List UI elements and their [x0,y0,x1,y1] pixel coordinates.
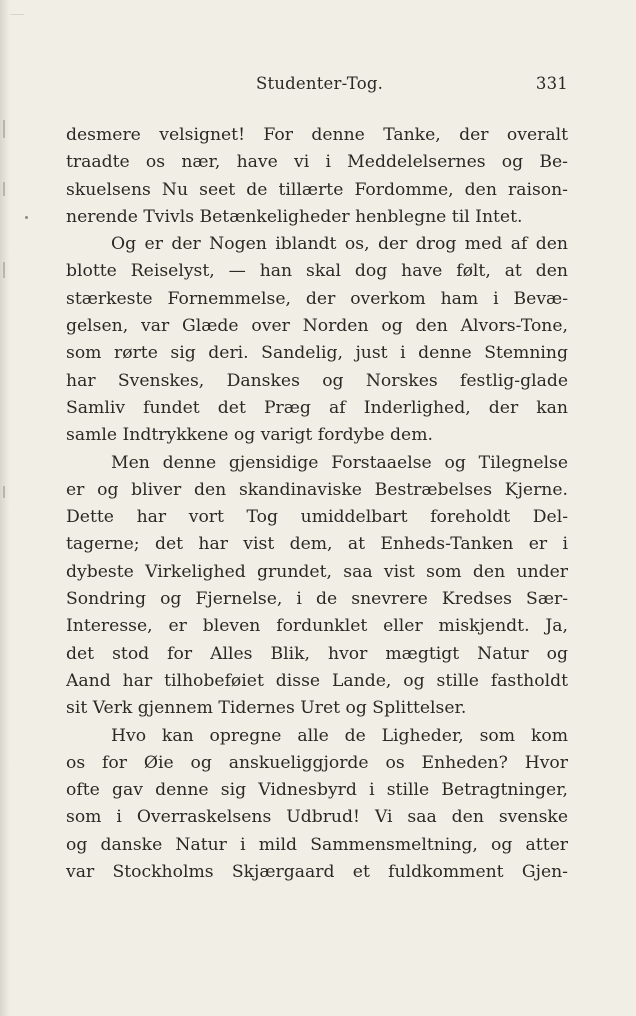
text-line: blotte Reiselyst, — han skal dog have følt, at den [66,261,568,282]
text-line: os for Øie og anskueliggjorde os Enheden? Hvor [66,752,568,773]
text-line: traadte os nær, have vi i Meddelelsernes og Be- [66,152,568,173]
text-line: Men denne gjensidige Forstaaelse og Tilegnelse [111,452,568,473]
text-line: som i Overraskelsens Udbrud! Vi saa den svenske [66,807,568,828]
margin-dot [25,216,28,219]
text-line: Interesse, er bleven fordunklet eller miskjendt. Ja, [66,616,568,637]
text-line: Og er der Nogen iblandt os, der drog med af den [111,234,568,255]
text-line: nerende Tvivls Betænkeligheder henblegne til Intet. [66,206,523,227]
text-line: Dette har vort Tog umiddelbart foreholdt Del- [66,507,568,528]
text-line: var Stockholms Skjærgaard et fuldkomment Gjen- [66,862,568,883]
text-line: Sondring og Fjernelse, i de snevrere Kredses Sær- [66,589,568,610]
text-line: ofte gav denne sig Vidnesbyrd i stille Betragtninger, [66,780,568,801]
gutter-mark [3,120,5,138]
gutter-mark [3,262,5,278]
text-line: Aand har tilhobeføiet disse Lande, og stille fastholdt [66,670,568,691]
text-line: skuelsens Nu seet de tillærte Fordomme, den raison- [66,179,568,200]
text-line: er og bliver den skandinaviske Bestræbelses Kjerne. [66,479,568,500]
text-line: gelsen, var Glæde over Norden og den Alvors-Tone, [66,316,568,337]
gutter-mark [3,486,5,498]
text-line: og danske Natur i mild Sammensmeltning, og atter [66,834,568,855]
running-head-title: Studenter-Tog. [256,74,384,93]
text-line: stærkeste Fornemmelse, der overkom ham i Bevæ- [66,288,568,309]
text-line: tagerne; det har vist dem, at Enheds-Tanken er i [66,534,568,555]
text-line: desmere velsignet! For denne Tanke, der overalt [66,125,568,145]
text-line: det stod for Alles Blik, hvor mægtigt Natur og [66,643,568,664]
gutter-mark [3,182,5,196]
page-gutter-shadow [0,0,10,1016]
text-line: dybeste Virkelighed grundet, saa vist som den under [66,561,568,582]
text-line: som rørte sig deri. Sandelig, just i denne Stemning [66,343,568,364]
text-line: Hvo kan opregne alle de Ligheder, som kom [111,725,568,746]
text-line: har Svenskes, Danskes og Norskes festlig-glade [66,370,568,391]
text-line: Samliv fundet det Præg af Inderlighed, der kan [66,397,568,418]
page-number: 331 [535,74,568,93]
text-line: samle Indtrykkene og varigt fordybe dem. [66,425,433,446]
text-line: sit Verk gjennem Tidernes Uret og Splittelser. [66,698,467,719]
running-head [66,74,568,98]
body-text [66,122,568,886]
page-corner-mark [10,0,37,15]
